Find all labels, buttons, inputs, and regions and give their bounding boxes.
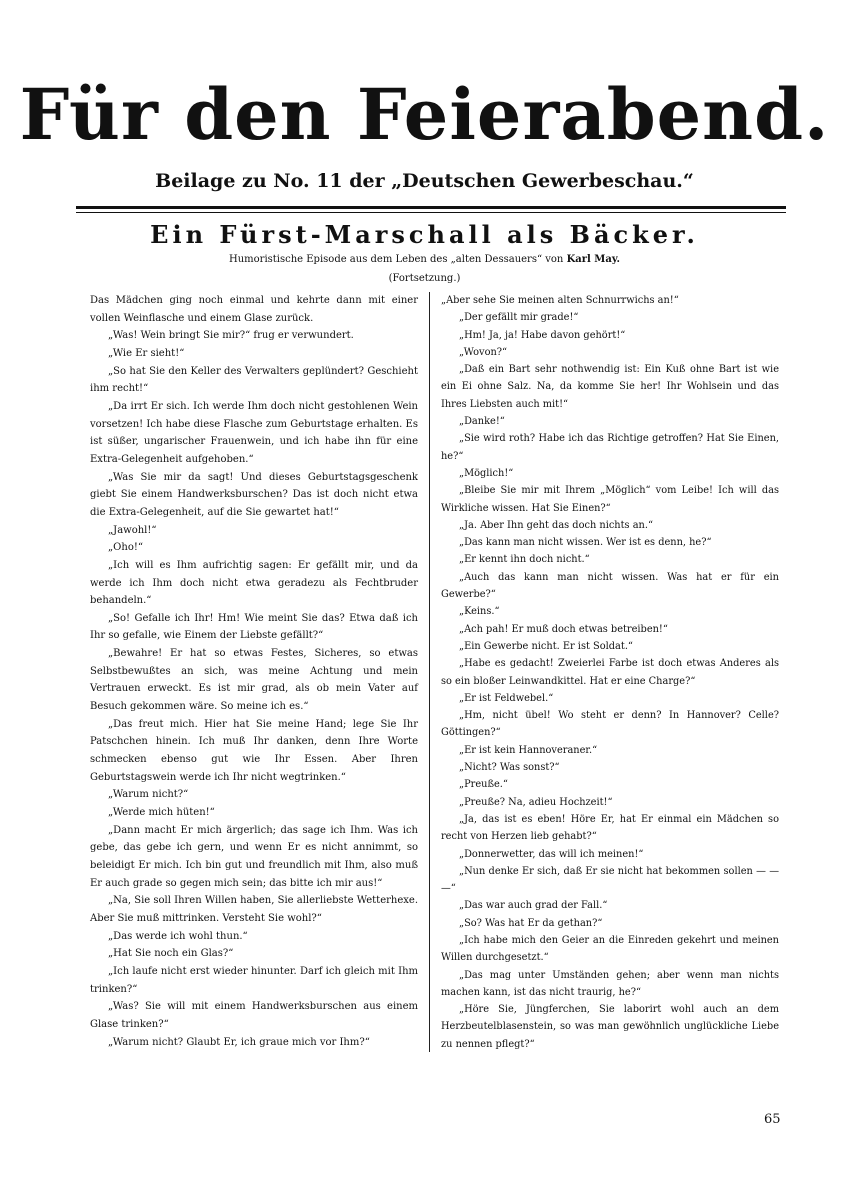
paragraph: „Donnerwetter, das will ich meinen!“: [459, 848, 644, 860]
paragraph: „Nicht? Was sonst?“: [459, 762, 560, 774]
page-number: 65: [764, 1112, 781, 1127]
column-divider: [429, 292, 430, 1052]
supplement-line: Beilage zu No. 11 der „Deutschen Gewerbeschau.“: [155, 170, 694, 192]
paragraph: „Höre Sie, Jüngferchen, Sie laborirt wohl auch an dem Herzbeutelblasenstein, so was man gewöhnlich unglückliche Liebe zu nennen pflegt?“: [441, 1004, 779, 1050]
paragraph: „Aber sehe Sie meinen alten Schnurrwichs an!“: [441, 295, 679, 306]
paragraph: „Keins.“: [459, 606, 500, 618]
paragraph: „Habe es gedacht! Zweierlei Farbe ist doch etwas Anderes als so ein bloßer Leinwandkittel. Hat er eine Charge?“: [441, 658, 779, 687]
paragraph: „Das kann man nicht wissen. Wer ist es denn, he?“: [459, 537, 712, 549]
paragraph: „Das werde ich wohl thun.“: [108, 930, 248, 942]
paragraph: „Danke!“: [459, 416, 505, 428]
paragraph: „Ich habe mich den Geier an die Einreden gekehrt und meinen Willen durchgesetzt.“: [441, 934, 779, 964]
article-title: Ein Fürst-Marschall als Bäcker.: [150, 220, 699, 249]
paragraph: „Wovon?“: [459, 346, 508, 358]
subtitle-text: Humoristische Episode aus dem Leben des „alten Dessauers“ von: [229, 254, 564, 265]
paragraph: „Er kennt ihn doch nicht.“: [459, 554, 590, 566]
paragraph: „Auch das kann man nicht wissen. Was hat er für ein Gewerbe?“: [441, 571, 779, 601]
paragraph: „Ja, das ist es eben! Höre Er, hat Er einmal ein Mädchen so recht von Herzen lieb gehabt?“: [441, 813, 779, 843]
paragraph: „Dann macht Er mich ärgerlich; das sage ich Ihm. Was ich gebe, das gebe ich gern, und wenn Er es nicht annimmt, so beleidigt Er mich. Ich bin gut und freundlich mit Ihm, also muß Er auch grade so gegen mich sein; das bitte ich mir aus!“: [90, 824, 418, 889]
left-column: [90, 292, 418, 1051]
paragraph: „Das war auch grad der Fall.“: [459, 900, 608, 912]
paragraph: „Hat Sie noch ein Glas?“: [108, 948, 234, 960]
paragraph: „Möglich!“: [459, 467, 514, 479]
masthead-title: Für den Feierabend.: [19, 73, 830, 156]
paragraph: „Daß ein Bart sehr nothwendig ist: Ein Kuß ohne Bart ist wie ein Ei ohne Salz. Na, da komme Sie her! Ihr Wohlsein und das Ihres Liebsten auch mit!“: [441, 364, 779, 410]
paragraph: „Hm, nicht übel! Wo steht er denn? In Hannover? Celle? Göttingen?“: [441, 710, 779, 739]
paragraph: „Ich laufe nicht erst wieder hinunter. Darf ich gleich mit Ihm trinken?“: [90, 965, 418, 995]
paragraph: „Das mag unter Umständen gehen; aber wenn man nichts machen kann, ist das nicht traurig, he?“: [441, 969, 779, 998]
paragraph: „Hm! Ja, ja! Habe davon gehört!“: [459, 329, 626, 341]
paragraph: „Das freut mich. Hier hat Sie meine Hand; lege Sie Ihr Patschchen hinein. Ich muß Ihr danken, denn Ihre Worte schmecken ebenso gut wie Ihr Essen. Aber Ihren Geburtstagswein werde ich Ihr nicht wegtrinken.“: [90, 718, 418, 783]
paragraph: „So hat Sie den Keller des Verwalters geplündert? Geschieht ihm recht!“: [90, 365, 418, 395]
paragraph: „Oho!“: [108, 542, 143, 554]
paragraph: „Na, Sie soll Ihren Willen haben, Sie allerliebste Wetterhexe. Aber Sie muß mittrinken. Versteht Sie wohl?“: [90, 895, 418, 924]
paragraph: „Ach pah! Er muß doch etwas betreiben!“: [459, 623, 668, 635]
paragraph: Das Mädchen ging noch einmal und kehrte dann mit einer vollen Weinflasche und einem Glase zurück.: [90, 295, 418, 324]
right-column: [441, 292, 779, 1053]
paragraph: „Der gefällt mir grade!“: [459, 312, 579, 324]
paragraph: „Nun denke Er sich, daß Er sie nicht hat bekommen sollen — — —“: [441, 865, 779, 895]
paragraph: „Er ist Feldwebel.“: [459, 692, 554, 704]
article-author: Karl May.: [566, 254, 620, 265]
header-rule-thick: [76, 206, 786, 209]
paragraph: „Da irrt Er sich. Ich werde Ihm doch nicht gestohlenen Wein vorsetzen! Ich habe diese Flasche zum Geburtstage erhalten. Es ist süßer, ungarischer Frauenwein, und ich habe ihn für eine Extra-Gelegenheit aufgehoben.“: [90, 400, 418, 465]
paragraph: „So? Was hat Er da gethan?“: [459, 917, 603, 929]
paragraph: „Bewahre! Er hat so etwas Festes, Sicheres, so etwas Selbstbewußtes an sich, was meine Achtung und mein Vertrauen erweckt. Es ist mir grad, als ob mein Vater auf Besuch gekommen wäre. So meine ich es.“: [90, 648, 418, 713]
paragraph: „Wie Er sieht!“: [108, 347, 185, 359]
paragraph: „Jawohl!“: [108, 524, 157, 536]
paragraph: „Werde mich hüten!“: [108, 807, 215, 819]
paragraph: „So! Gefalle ich Ihr! Hm! Wie meint Sie das? Etwa daß ich Ihr so gefalle, wie Einem der Liebste gefällt?“: [90, 612, 418, 642]
paragraph: „Preuße? Na, adieu Hochzeit!“: [459, 796, 613, 808]
paragraph: „Was Sie mir da sagt! Und dieses Geburtstagsgeschenk giebt Sie einem Handwerksburschen? Das ist doch nicht etwa die Extra-Gelegenheit, auf die Sie gewartet hat!“: [90, 471, 418, 518]
paragraph: „Ja. Aber Ihn geht das doch nichts an.“: [459, 519, 653, 531]
paragraph: „Preuße.“: [459, 779, 508, 791]
paragraph: „Ich will es Ihm aufrichtig sagen: Er gefällt mir, und da werde ich Ihm doch nicht etwa geradezu als Fechtbruder behandeln.“: [90, 559, 418, 607]
paragraph: „Bleibe Sie mir mit Ihrem „Möglich“ vom Leibe! Ich will das Wirkliche wissen. Hat Sie Einen?“: [441, 485, 779, 514]
header-rule-thin: [76, 212, 786, 213]
paragraph: „Ein Gewerbe nicht. Er ist Soldat.“: [459, 640, 633, 652]
paragraph: „Sie wird roth? Habe ich das Richtige getroffen? Hat Sie Einen, he?“: [441, 433, 779, 462]
continuation-note: (Fortsetzung.): [388, 273, 461, 284]
paragraph: „Er ist kein Hannoveraner.“: [459, 744, 598, 756]
paragraph: „Was! Wein bringt Sie mir?“ frug er verwundert.: [108, 330, 354, 342]
paragraph: „Warum nicht? Glaubt Er, ich graue mich vor Ihm?“: [108, 1036, 370, 1048]
paragraph: „Warum nicht?“: [108, 789, 189, 801]
article-subtitle: [0, 254, 849, 265]
paragraph: „Was? Sie will mit einem Handwerksburschen aus einem Glase trinken?“: [90, 1001, 418, 1030]
